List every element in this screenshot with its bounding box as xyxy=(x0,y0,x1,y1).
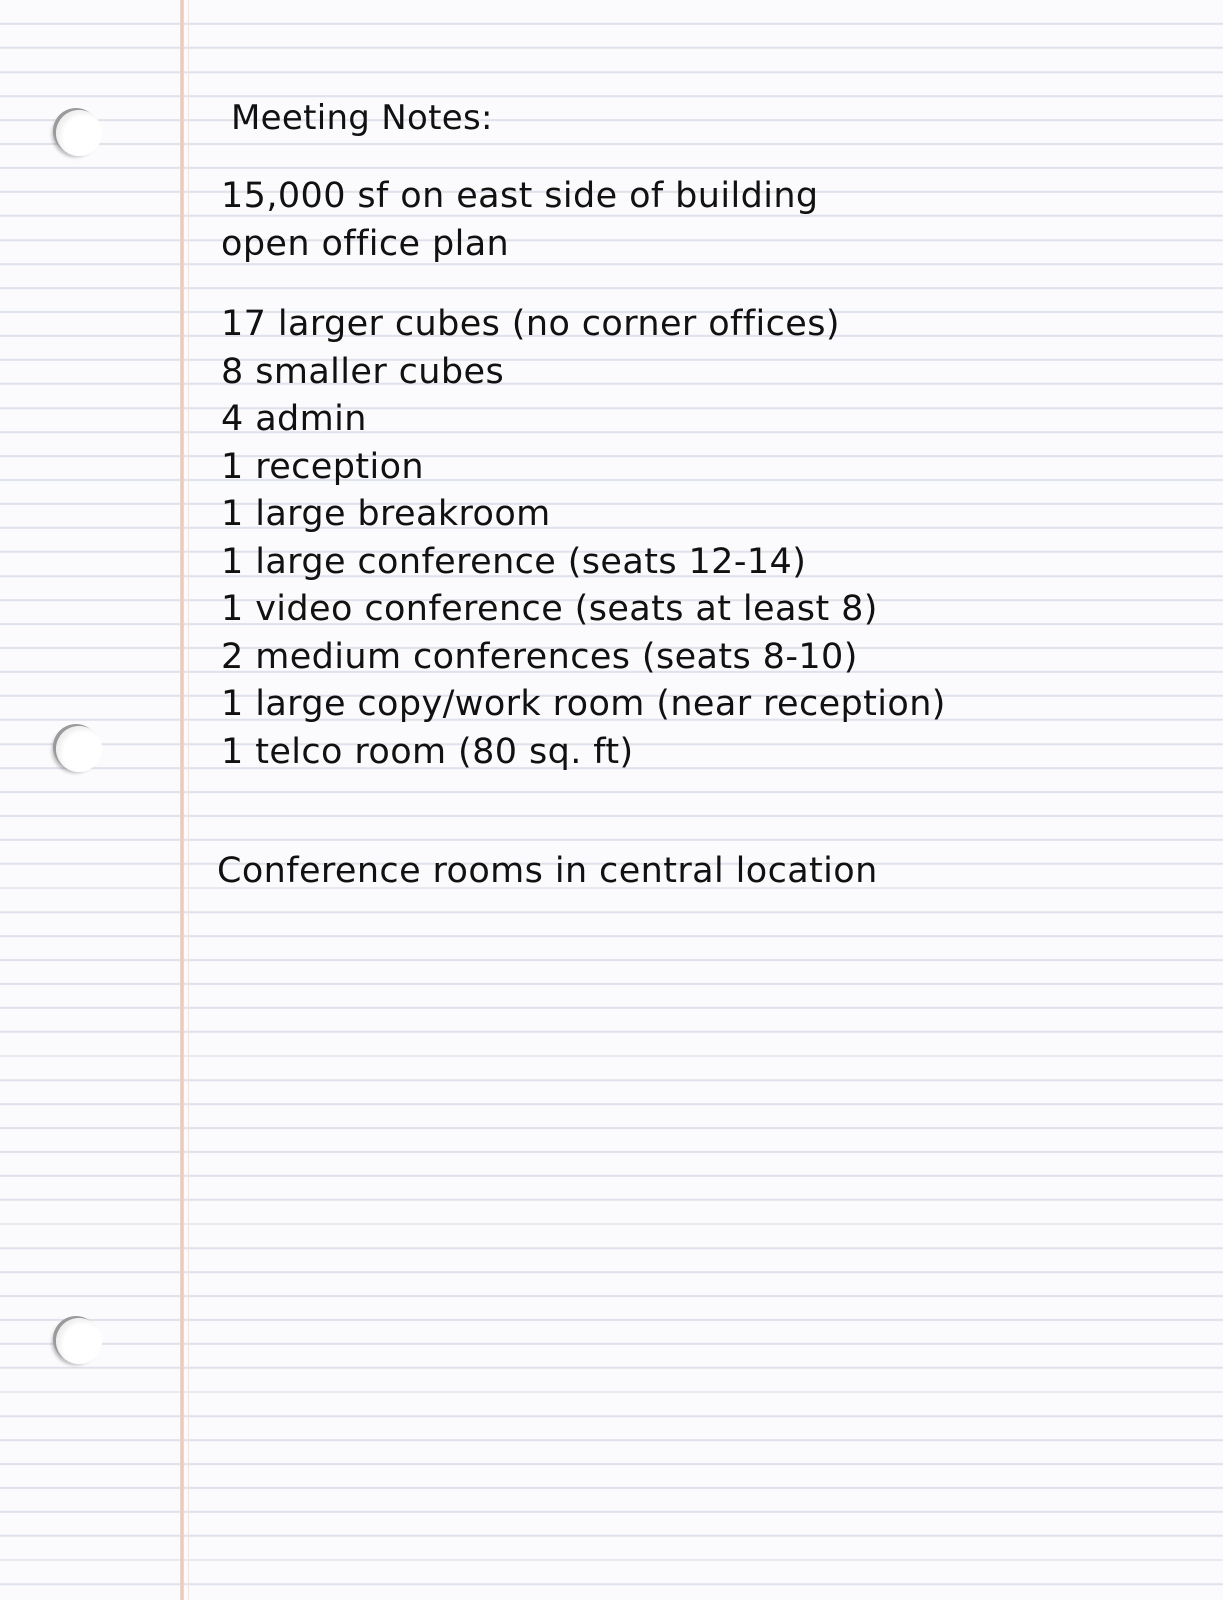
room-item: 2 medium conferences (seats 8-10) xyxy=(221,636,858,677)
room-item: 1 large breakroom xyxy=(221,494,551,534)
room-item: 1 large copy/work room (near reception) xyxy=(221,684,946,724)
binder-hole-icon xyxy=(56,1318,102,1364)
room-item: 17 larger cubes (no corner offices) xyxy=(221,304,840,344)
room-item: 1 telco room (80 sq. ft) xyxy=(221,731,634,772)
margin-line xyxy=(180,0,184,1600)
binder-hole-icon xyxy=(56,110,102,156)
margin-line-shadow xyxy=(188,0,189,1600)
intro-line: 15,000 sf on east side of building xyxy=(221,176,819,216)
room-item: 1 large conference (seats 12-14) xyxy=(221,541,807,582)
binder-hole-icon xyxy=(56,726,102,772)
room-item: 8 smaller cubes xyxy=(221,351,505,392)
closing-note: Conference rooms in central location xyxy=(217,851,878,891)
notes-title: Meeting Notes: xyxy=(231,98,493,138)
room-item: 1 video conference (seats at least 8) xyxy=(221,589,878,629)
intro-line: open office plan xyxy=(221,223,510,264)
room-item: 4 admin xyxy=(221,399,367,439)
room-item: 1 reception xyxy=(221,446,424,487)
intro-list xyxy=(221,173,819,268)
room-requirements-list xyxy=(221,301,946,776)
